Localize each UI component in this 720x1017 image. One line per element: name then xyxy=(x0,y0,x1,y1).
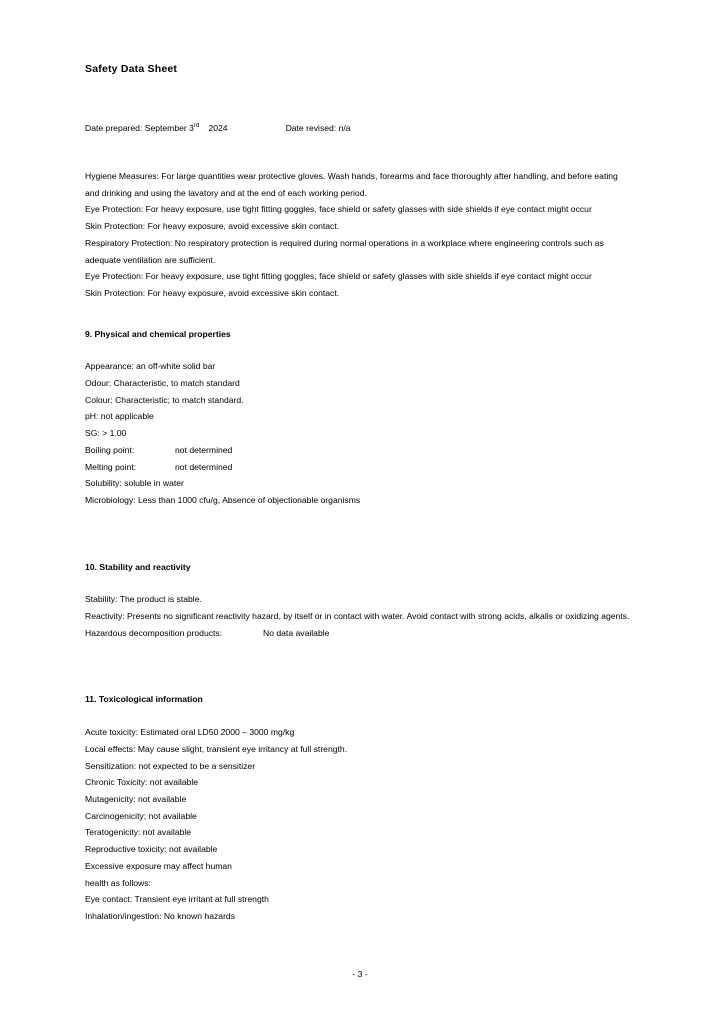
spacer xyxy=(85,302,630,326)
date-prepared-year: 2024 xyxy=(208,123,228,133)
spacer xyxy=(85,135,630,168)
section9-line: SG: > 1.00 xyxy=(85,428,127,439)
property-value: not determined xyxy=(175,461,233,472)
protection-line: Respiratory Protection: No respiratory protection is required during normal operations in a workplace where engineering controls such as adequate ventilation are sufficient. xyxy=(85,237,604,265)
protection-line: Eye Protection: For heavy exposure, use tight fitting goggles, face shield or safety glasses with side shields if eye contact might occur xyxy=(85,271,592,282)
section11-line: Local effects: May cause slight, transient eye irritancy at full strength. xyxy=(85,743,348,754)
section-heading-11: 11. Toxicological information xyxy=(85,694,203,705)
section11-line: Mutagenicity: not available xyxy=(85,793,187,804)
section10-line: Stability: The product is stable. xyxy=(85,594,202,605)
protection-line: Skin Protection: For heavy exposure, avoid excessive skin contact. xyxy=(85,221,340,232)
spacer xyxy=(85,708,630,724)
protection-line: Hygiene Measures: For large quantities wear protective gloves. Wash hands, forearms and face thoroughly after handling, and before eating and drinking and using the lavatory and at the end of each working period. xyxy=(85,171,618,198)
section11-line: Sensitization: not expected to be a sensitizer xyxy=(85,760,256,771)
section-heading-10: 10. Stability and reactivity xyxy=(85,561,191,572)
property-label: Boiling point: xyxy=(85,444,135,455)
section11-line: Chronic Toxicity: not available xyxy=(85,777,199,788)
section11-line: Acute toxicity: Estimated oral LD50 2000 – 3000 mg/kg xyxy=(85,727,295,738)
page-content xyxy=(85,0,630,925)
page-title: Safety Data Sheet xyxy=(85,63,178,75)
page-footer: - 3 - xyxy=(352,969,368,979)
section10-line: Reactivity: Presents no significant reactivity hazard, by itself or in contact with water. Avoid contact with strong acids, alkalis or oxidizing agents. xyxy=(85,611,630,622)
section9-pair-boiling-point xyxy=(85,442,630,459)
section9-body xyxy=(85,358,630,508)
spacer xyxy=(85,641,630,691)
section10-body xyxy=(85,591,630,641)
date-line xyxy=(85,121,630,135)
section11-line: Teratogenicity: not available xyxy=(85,827,192,838)
property-value: not determined xyxy=(175,444,233,455)
section9-line: Odour: Characteristic, to match standard xyxy=(85,378,240,389)
section11-line: Reproductive toxicity: not available xyxy=(85,844,218,855)
section9-solubility: Solubility: soluble in water xyxy=(85,478,184,489)
spacer xyxy=(85,342,630,358)
section11-body xyxy=(85,724,630,924)
section11-line: Inhalation/ingestion: No known hazards xyxy=(85,910,236,921)
section11-line: Excessive exposure may affect human xyxy=(85,860,232,871)
date-prepared-ordinal: rd xyxy=(193,122,200,130)
section9-line: pH: not applicable xyxy=(85,411,154,422)
protection-line: Eye Protection: For heavy exposure, use tight fitting goggles, face shield or safety glasses with side shields if eye contact might occur xyxy=(85,204,592,215)
section9-microbiology: Microbiology: Less than 1000 cfu/g, Absence of objectionable organisms xyxy=(85,494,361,505)
protection-block xyxy=(85,168,630,302)
property-value: No data available xyxy=(263,627,330,638)
section11-line: Carcinogenicity; not available xyxy=(85,810,197,821)
property-label: Hazardous decomposition products: xyxy=(85,627,223,638)
section9-pair-melting-point xyxy=(85,459,630,476)
section11-line: Eye contact: Transient eye irritant at full strength xyxy=(85,894,269,905)
section9-line: Colour: Characteristic; to match standard. xyxy=(85,394,244,405)
date-prepared-label: Date prepared: September 3 xyxy=(85,123,194,133)
date-revised: Date revised: n/a xyxy=(285,123,351,133)
section10-pair-hazardous-decomposition xyxy=(85,625,630,642)
section-heading-9: 9. Physical and chemical properties xyxy=(85,328,231,339)
spacer xyxy=(85,509,630,559)
property-label: Melting point: xyxy=(85,461,137,472)
section11-line: health as follows: xyxy=(85,877,151,888)
section9-line: Appearance: an off-white solid bar xyxy=(85,361,216,372)
spacer xyxy=(85,575,630,591)
protection-line: Skin Protection: For heavy exposure, avoid excessive skin contact. xyxy=(85,287,340,298)
